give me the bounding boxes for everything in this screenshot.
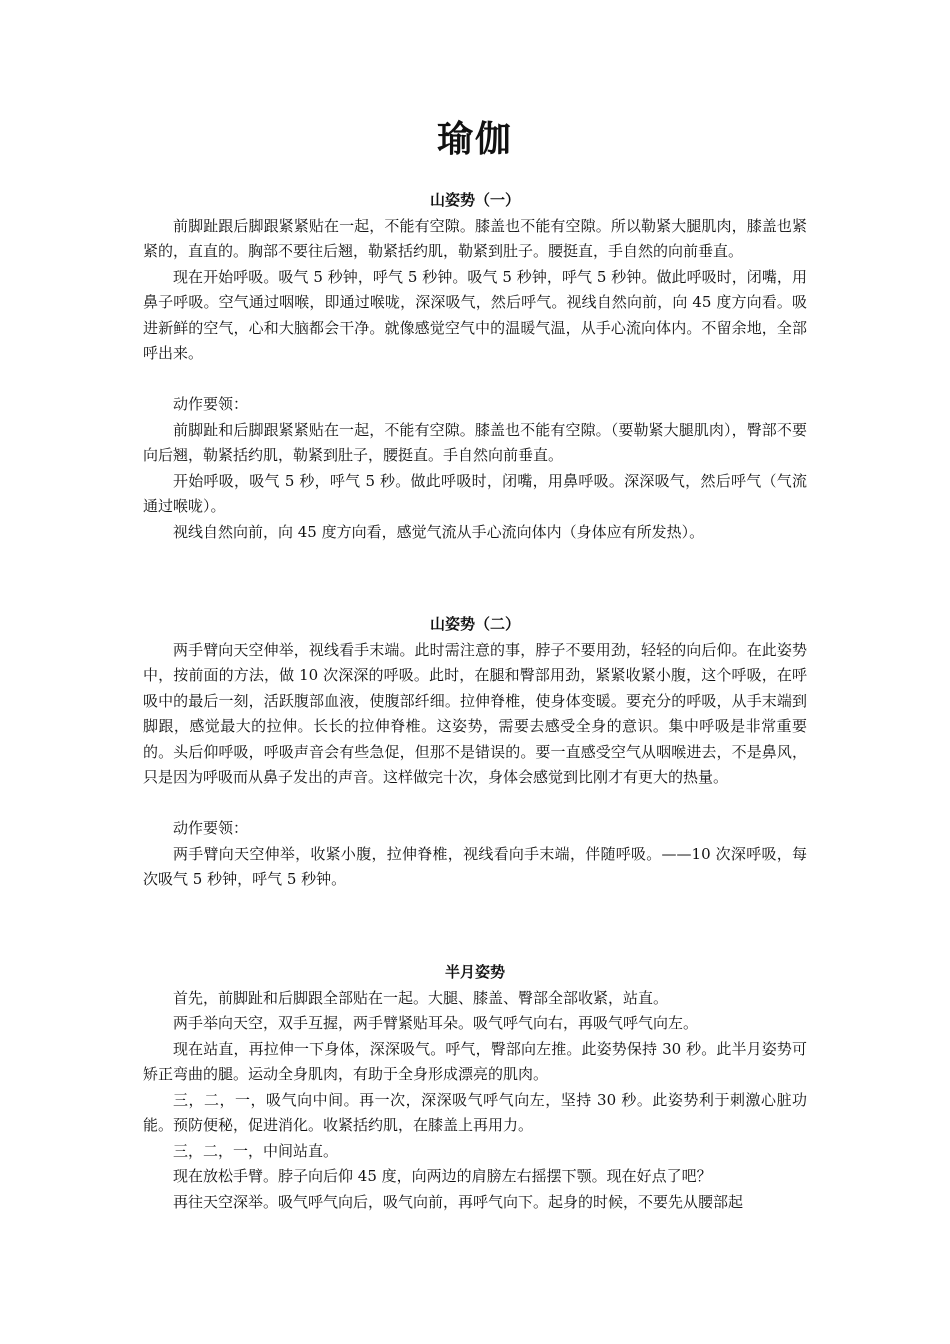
paragraph: 现在开始呼吸。吸气 5 秒钟，呼气 5 秒钟。吸气 5 秒钟，呼气 5 秒钟。做此呼吸时，闭嘴，用鼻子呼吸。空气通过咽喉，即通过喉咙，深深吸气，然后呼气。视线自然向前，向 45 度方向看。吸进新鲜的空气，心和大脑都会干净。就像感觉空气中的温暖气温，从手心流向体内。不留余地，全部呼出来。	[143, 267, 807, 362]
paragraph: 两手臂向天空伸举，视线看手末端。此时需注意的事，脖子不要用劲，轻轻的向后仰。在此姿势中，按前面的方法，做 10 次深深的呼吸。此时，在腿和臀部用劲，紧紧收紧小腹，这个呼吸，在呼吸中的最后一刻，活跃腹部血液，使腹部纤细。拉伸脊椎，使身体变暖。要充分的呼吸，从手末端到脚跟，感觉最大的拉伸。长长的拉伸脊椎。这姿势，需要去感受全身的意识。集中呼吸是非常重要的。头后仰呼吸，呼吸声音会有些急促，但那不是错误的。要一直感受空气从咽喉进去，不是鼻风，只是因为呼吸而从鼻子发出的声音。这样做完十次，身体会感觉到比刚才有更大的热量。	[143, 640, 807, 786]
key-points-label: 动作要领：	[173, 395, 249, 413]
section-mountain-pose-2	[143, 612, 807, 893]
section-heading: 半月姿势	[444, 963, 505, 981]
key-point: 两手臂向天空伸举，收紧小腹，拉伸脊椎，视线看向手末端，伴随呼吸。——10 次深呼吸，每次吸气 5 秒钟，呼气 5 秒钟。	[143, 844, 807, 888]
key-points-label: 动作要领：	[173, 819, 249, 837]
key-point: 前脚趾和后脚跟紧紧贴在一起，不能有空隙。膝盖也不能有空隙。（要勒紧大腿肌肉），臀部不要向后翘，勒紧括约肌，勒紧到肚子，腰挺直。手自然向前垂直。	[143, 420, 807, 464]
key-point: 视线自然向前，向 45 度方向看，感觉气流从手心流向体内（身体应有所发热）。	[173, 522, 705, 541]
paragraph: 前脚趾跟后脚跟紧紧贴在一起，不能有空隙。膝盖也不能有空隙。所以勒紧大腿肌肉，膝盖也紧紧的，直直的。胸部不要往后翘，勒紧括约肌，勒紧到肚子。腰挺直，手自然的向前垂直。	[143, 216, 807, 260]
paragraph: 再往天空深举。吸气呼气向后，吸气向前，再呼气向下。起身的时候，不要先从腰部起	[173, 1192, 744, 1211]
section-half-moon-pose	[143, 960, 807, 1215]
section-heading: 山姿势（一）	[429, 191, 520, 209]
key-point: 开始呼吸，吸气 5 秒，呼气 5 秒。做此呼吸时，闭嘴，用鼻呼吸。深深吸气，然后呼气（气流通过喉咙）。	[143, 471, 807, 515]
paragraph: 现在站直，再拉伸一下身体，深深吸气。呼气，臀部向左推。此姿势保持 30 秒。此半月姿势可矫正弯曲的腿。运动全身肌肉，有助于全身形成漂亮的肌肉。	[143, 1039, 807, 1083]
document-title: 瑜伽	[436, 119, 513, 160]
section-mountain-pose-1	[143, 188, 807, 545]
paragraph: 现在放松手臂。脖子向后仰 45 度，向两边的肩膀左右摇摆下颚。现在好点了吧？	[173, 1167, 712, 1185]
paragraph: 首先，前脚趾和后脚跟全部贴在一起。大腿、膝盖、臀部全部收紧，站直。	[173, 988, 669, 1007]
paragraph: 两手举向天空，双手互握，两手臂紧贴耳朵。吸气呼气向右，再吸气呼气向左。	[173, 1014, 699, 1032]
paragraph: 三，二，一，吸气向中间。再一次，深深吸气呼气向左，坚持 30 秒。此姿势利于刺激心脏功能。预防便秘，促进消化。收紧括约肌，在膝盖上再用力。	[143, 1090, 807, 1134]
section-heading: 山姿势（二）	[429, 615, 520, 633]
paragraph: 三，二，一，中间站直。	[173, 1141, 339, 1160]
